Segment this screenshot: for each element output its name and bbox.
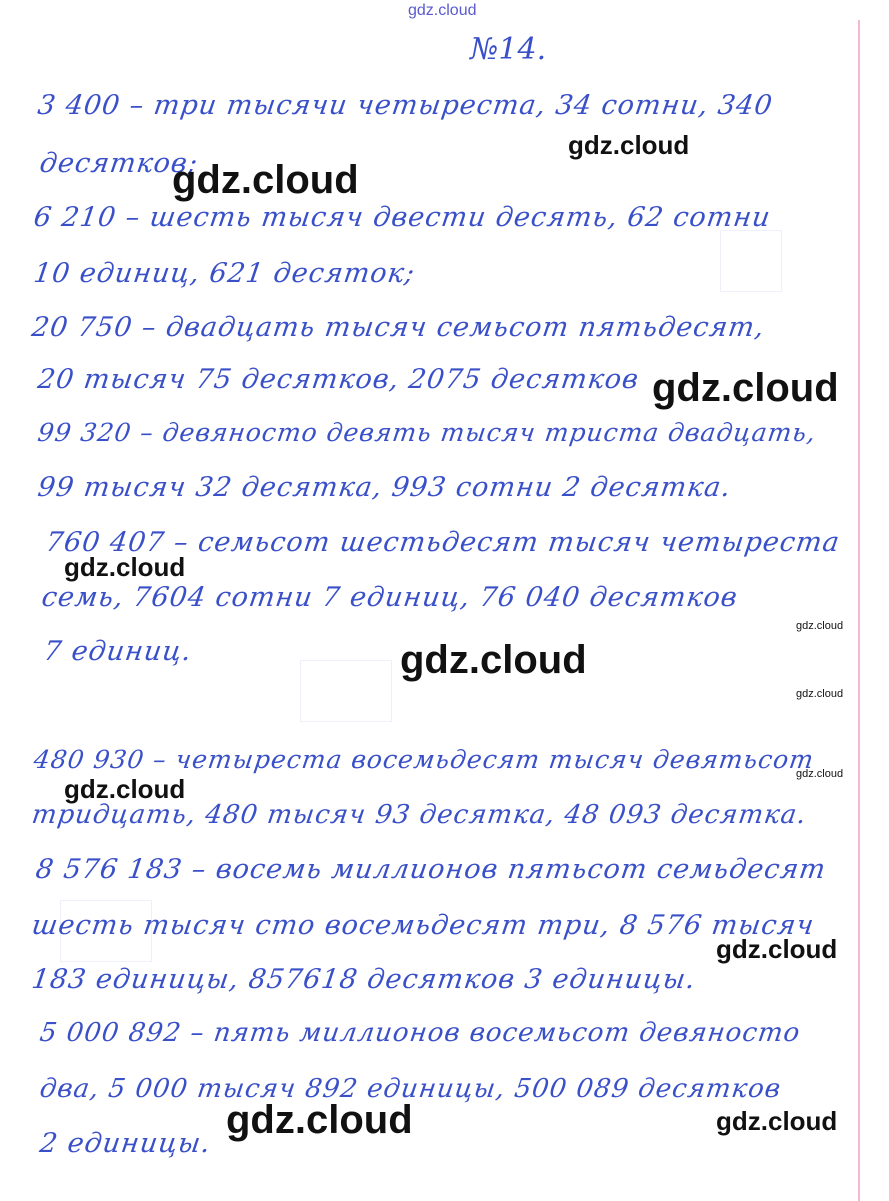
task-number: №14. <box>470 32 547 67</box>
text-line: 480 930 – четыреста восемьдесят тысяч девятьсот <box>31 745 817 774</box>
text-line: 3 400 – три тысячи четыреста, 34 сотни, 340 <box>35 90 775 121</box>
watermark: gdz.cloud <box>226 1098 413 1142</box>
text-line: 5 000 892 – пять миллионов восемьсот девяносто <box>37 1018 803 1048</box>
text-line: 99 320 – девяносто девять тысяч триста двадцать, <box>35 418 819 447</box>
text-line: 183 единицы, 857618 десятков 3 единицы. <box>29 964 698 995</box>
grid-fragment <box>300 660 392 722</box>
watermark: gdz.cloud <box>796 768 844 780</box>
watermark: gdz.cloud <box>64 774 186 804</box>
text-line: 6 210 – шесть тысяч двести десять, 62 сотни <box>31 202 773 233</box>
text-line: 2 единицы. <box>37 1128 214 1159</box>
text-line: 7 единиц. <box>41 636 195 667</box>
text-line: семь, 7604 сотни 7 единиц, 76 040 десятков <box>39 582 740 613</box>
margin-line <box>858 20 860 1201</box>
watermark: gdz.cloud <box>568 130 690 160</box>
watermark: gdz.cloud <box>796 620 844 632</box>
watermark: gdz.cloud <box>408 2 477 19</box>
grid-fragment <box>720 230 782 292</box>
text-line: 20 750 – двадцать тысяч семьсот пятьдесят, <box>29 312 767 343</box>
text-line: 8 576 183 – восемь миллионов пятьсот семьдесят <box>33 854 829 885</box>
watermark: gdz.cloud <box>400 638 587 682</box>
watermark: gdz.cloud <box>64 552 186 582</box>
text-line: десятков; <box>37 148 201 179</box>
text-line: 20 тысяч 75 десятков, 2075 десятков <box>35 364 642 395</box>
watermark: gdz.cloud <box>796 688 844 700</box>
watermark: gdz.cloud <box>652 366 839 410</box>
watermark: gdz.cloud <box>716 1106 838 1136</box>
text-line: 760 407 – семьсот шестьдесят тысяч четыреста <box>43 527 842 558</box>
text-line: шесть тысяч сто восемьдесят три, 8 576 тысяч <box>29 910 817 941</box>
text-line: 99 тысяч 32 десятка, 993 сотни 2 десятка. <box>35 472 734 503</box>
text-line: 10 единиц, 621 десяток; <box>31 258 418 289</box>
text-line: тридцать, 480 тысяч 93 десятка, 48 093 десятка. <box>29 800 809 830</box>
watermark: gdz.cloud <box>716 934 838 964</box>
watermark: gdz.cloud <box>172 158 359 202</box>
text-line: два, 5 000 тысяч 892 единицы, 500 089 десятков <box>37 1074 784 1104</box>
